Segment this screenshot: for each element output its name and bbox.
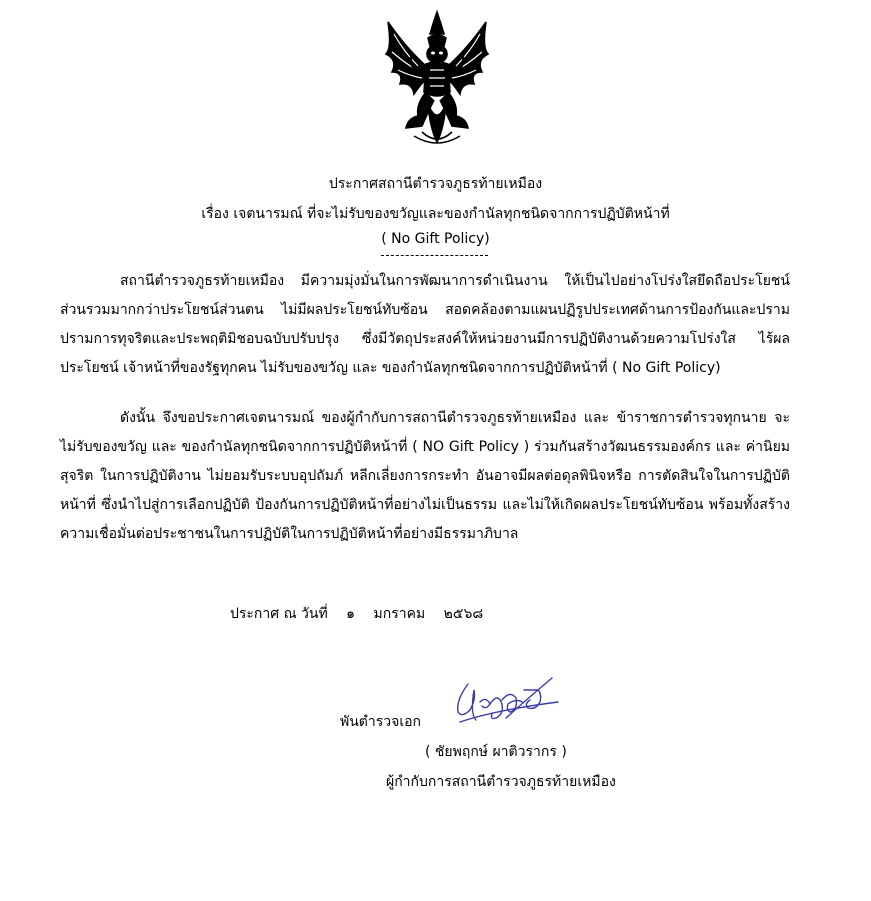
body-paragraph-2: ดังนั้น จึงขอประกาศเจตนารมณ์ ของผู้กำกับการสถานีตำรวจภูธรท้ายเหมือง และ ข้าราชการตำรวจทุกนาย จะไม่รับของขวัญ และ ของกำนัลทุกชนิดจากการปฏิบัติหน้าที่ ( NO Gift Policy ) ร่วมกันสร้างวัฒนธรรมองค์กร และ ค่านิยมสุจริต ในการปฏิบัติงาน ไม่ยอมรับระบบอุปถัมภ์ หลีกเลี่ยงการกระทำ อันอาจมีผลต่อดุลพินิจหรือ การตัดสินใจในการปฏิบัติหน้าที่ ซึ่งนำไปสู่การเลือกปฏิบัติ ป้องกันการปฏิบัติหน้าที่อย่างไม่เป็นธรรม และไม่ให้เกิดผลประโยชน์ทับซ้อน พร้อมทั้งสร้างความเชื่อมั่นต่อประชาชนในการปฏิบัติในการปฏิบัติหน้าที่อย่างมีธรรมาภิบาล [60, 410, 790, 542]
handwritten-signature-icon [446, 670, 564, 750]
title-divider [381, 255, 488, 256]
announcement-day: ๑ [346, 606, 356, 622]
document-subject: เรื่อง เจตนารมณ์ ที่จะไม่รับของขวัญและของกำนัลทุกชนิดจากการปฏิบัติหน้าที่ [201, 206, 670, 222]
signer-name: ( ชัยพฤกษ์ ผาติวรากร ) [425, 744, 567, 760]
announcement-year: ๒๕๖๘ [443, 606, 484, 622]
signer-rank: พันตำรวจเอก [340, 714, 422, 730]
garuda-emblem-icon [378, 8, 496, 148]
body-paragraph-1: สถานีตำรวจภูธรท้ายเหมือง มีความมุ่งมั่นในการพัฒนาการดำเนินงาน ให้เป็นไปอย่างโปร่งใสยึดถือประโยชน์ส่วนรวมมากกว่าประโยชน์ส่วนตน ไม่มีผลประโยชน์ทับซ้อน สอดคล้องตามแผนปฏิรูปประเทศด้านการป้องกันและปรามปรามการทุจริตและประพฤติมิชอบฉบับปรับปรุง ซึ่งมีวัตถุประสงค์ให้หน่วยงานมีการปฏิบัติงานด้วยความโปร่งใส ไร้ผลประโยชน์ เจ้าหน้าที่ของรัฐทุกคน ไม่รับของขวัญ และ ของกำนัลทุกชนิดจากการปฏิบัติหน้าที่ ( No Gift Policy) [60, 273, 790, 376]
document-title: ประกาศสถานีตำรวจภูธรท้ายเหมือง [328, 176, 543, 192]
signer-position: ผู้กำกับการสถานีตำรวจภูธรท้ายเหมือง [386, 774, 616, 790]
announcement-month: มกราคม [373, 606, 426, 622]
announcement-prefix: ประกาศ ณ วันที่ [230, 606, 328, 622]
announcement-date-line [230, 603, 497, 625]
policy-name: ( No Gift Policy) [381, 231, 490, 247]
